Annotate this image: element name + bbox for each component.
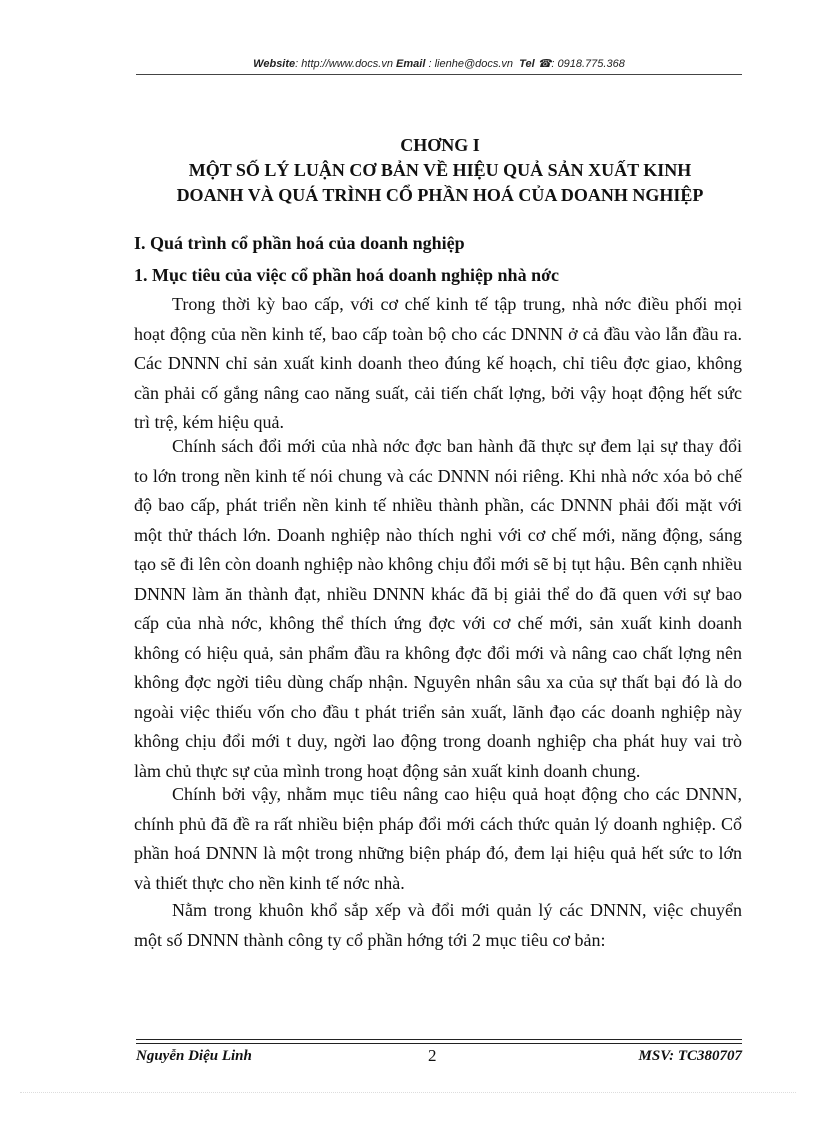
chapter-title-line-2: DOANH VÀ QUÁ TRÌNH CỔ PHẦN HOÁ CỦA DOANH NGHIỆP [176,185,704,205]
paragraph-1: Trong thời kỳ bao cấp, với cơ chế kinh tế tập trung, nhà nớc điều phối mọi hoạt động của nền kinh tế, bao cấp toàn bộ cho các DNNN ở cả đầu vào lẫn đầu ra. Các DNNN chỉ sản xuất kinh doanh theo đúng kế hoạch, chỉ tiêu đợc giao, không cần phải cố gắng nâng cao năng suất, cải tiến chất lợng, bởi vậy hoạt động hết sức trì trệ, kém hiệu quả. [134,294,742,432]
paragraph-3: Chính bởi vậy, nhằm mục tiêu nâng cao hiệu quả hoạt động cho các DNNN, chính phủ đã đề ra rất nhiều biện pháp đổi mới cách thức quản lý doanh nghiệp. Cổ phần hoá DNNN là một trong những biện pháp đó, đem lại hiệu quả hết sức to lớn và thiết thực cho nền kinh tế nớc nhà. [134,784,742,893]
section-heading: I. Quá trình cổ phần hoá của doanh nghiệp [134,233,465,253]
footer-rule-thick [136,1039,742,1040]
header-rule [136,74,742,75]
website-label: Website [253,58,296,70]
email-label: Email [396,58,426,70]
chapter-title-block [100,133,780,208]
paragraph-2: Chính sách đổi mới của nhà nớc đợc ban hành đã thực sự đem lại sự thay đổi to lớn trong nền kinh tế nói chung và các DNNN nói riêng. Khi nhà nớc xóa bỏ chế độ bao cấp, phát triển nền kinh tế nhiều thành phần, các DNNN phải đối mặt với một thử thách lớn. Doanh nghiệp nào thích nghi với cơ chế mới, năng động, sáng tạo sẽ đi lên còn doanh nghiệp nào không chịu đổi mới sẽ bị tụt hậu. Bên cạnh nhiều DNNN làm ăn thành đạt, nhiều DNNN khác đã bị giải thể do đã quen với sự bao cấp của nhà nớc, không thể thích ứng đợc với cơ chế mới, sản xuất kinh doanh không có hiệu quả, sản phẩm đầu ra không đợc đổi mới và nâng cao chất lợng nên không đợc ngời tiêu dùng chấp nhận. Nguyên nhân sâu xa của sự thất bại đó là do ngoài việc thiếu vốn cho đầu t phát triển sản xuất, lãnh đạo các doanh nghiệp này không chịu đổi mới t duy, ngời lao động trong doanh nghiệp cha phát huy vai trò làm chủ thực sự của mình trong hoạt động sản xuất kinh doanh chung. [134,436,742,781]
footer-author: Nguyễn Diệu Linh [136,1048,252,1064]
footer-rule-thin [136,1043,742,1044]
website-value: : http://www.docs.vn [295,58,393,70]
page-edge-divider [20,1092,796,1093]
chapter-number: CHƠNG I [400,135,480,155]
student-id: MSV: TC380707 [638,1048,742,1064]
paragraph-4: Nằm trong khuôn khổ sắp xếp và đổi mới quản lý các DNNN, việc chuyển một số DNNN thành công ty cổ phần hớng tới 2 mục tiêu cơ bản: [134,900,742,950]
page-header [136,57,742,70]
phone-icon: ☎ [537,58,552,70]
tel-label: Tel [519,58,535,70]
tel-value: : 0918.775.368 [551,58,625,70]
chapter-title-line-1: MỘT SỐ LÝ LUẬN CƠ BẢN VỀ HIỆU QUẢ SẢN XUẤT KINH [188,160,692,180]
subsection-heading: 1. Mục tiêu của việc cổ phần hoá doanh nghiệp nhà nớc [134,265,560,285]
page-number: 2 [428,1046,437,1065]
email-value: : lienhe@docs.vn [428,58,514,70]
